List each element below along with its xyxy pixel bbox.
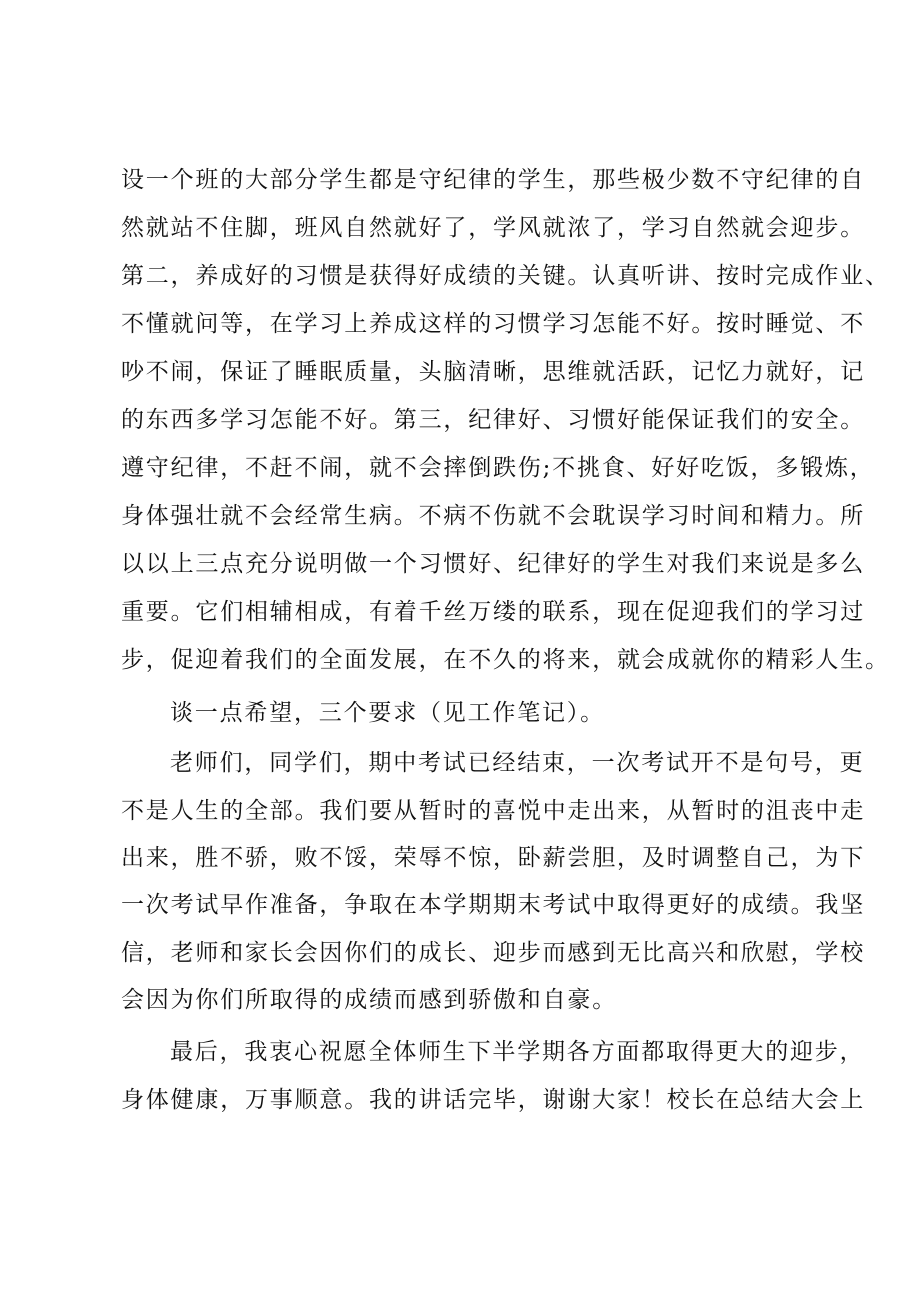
text-line: 以以上三点充分说明做一个习惯好、纪律好的学生对我们来说是多么 (121, 551, 865, 577)
text-line: 身体强壮就不会经常生病。不病不伤就不会耽误学习时间和精力。所 (121, 503, 865, 529)
text-line: 最后，我衷心祝愿全体师生下半学期各方面都取得更大的迎步， (170, 1039, 865, 1065)
text-line: 信，老师和家长会因你们的成长、迎步而感到无比高兴和欣慰，学校 (121, 940, 865, 966)
text-line: 重要。它们相辅相成，有着千丝万缕的联系，现在促迎我们的学习过 (121, 599, 865, 625)
text-line: 设一个班的大部分学生都是守纪律的学生，那些极少数不守纪律的自 (121, 167, 865, 193)
text-line: 老师们，同学们，期中考试已经结束，一次考试开不是句号，更 (170, 750, 865, 776)
text-line: 谈一点希望，三个要求（见工作笔记）。 (170, 700, 605, 726)
text-line: 的东西多学习怎能不好。第三，纪律好、习惯好能保证我们的安全。 (121, 407, 865, 433)
text-line: 然就站不住脚，班风自然就好了，学风就浓了，学习自然就会迎步。 (121, 215, 865, 241)
text-line: 出来，胜不骄，败不馁，荣辱不惊，卧薪尝胆，及时调整自己，为下 (121, 845, 865, 871)
text-line: 吵不闹，保证了睡眠质量，头脑清晰，思维就活跃，记忆力就好，记 (121, 359, 865, 385)
text-line: 不是人生的全部。我们要从暂时的喜悦中走出来，从暂时的沮丧中走 (121, 798, 865, 824)
text-line: 会因为你们所取得的成绩而感到骄傲和自豪。 (121, 987, 617, 1013)
text-line: 第二，养成好的习惯是获得好成绩的关键。认真听讲、按时完成作业、 (121, 263, 890, 289)
text-line: 不懂就问等，在学习上养成这样的习惯学习怎能不好。按时睡觉、不 (121, 311, 865, 337)
text-line: 遵守纪律，不赶不闹，就不会摔倒跌伤;不挑食、好好吃饭，多锻炼， (121, 455, 875, 481)
text-line: 一次考试早作准备，争取在本学期期末考试中取得更好的成绩。我坚 (121, 892, 865, 918)
text-line: 身体健康，万事顺意。我的讲话完毕，谢谢大家！校长在总结大会上 (121, 1087, 865, 1113)
text-line: 步，促迎着我们的全面发展，在不久的将来，就会成就你的精彩人生。 (121, 647, 890, 673)
